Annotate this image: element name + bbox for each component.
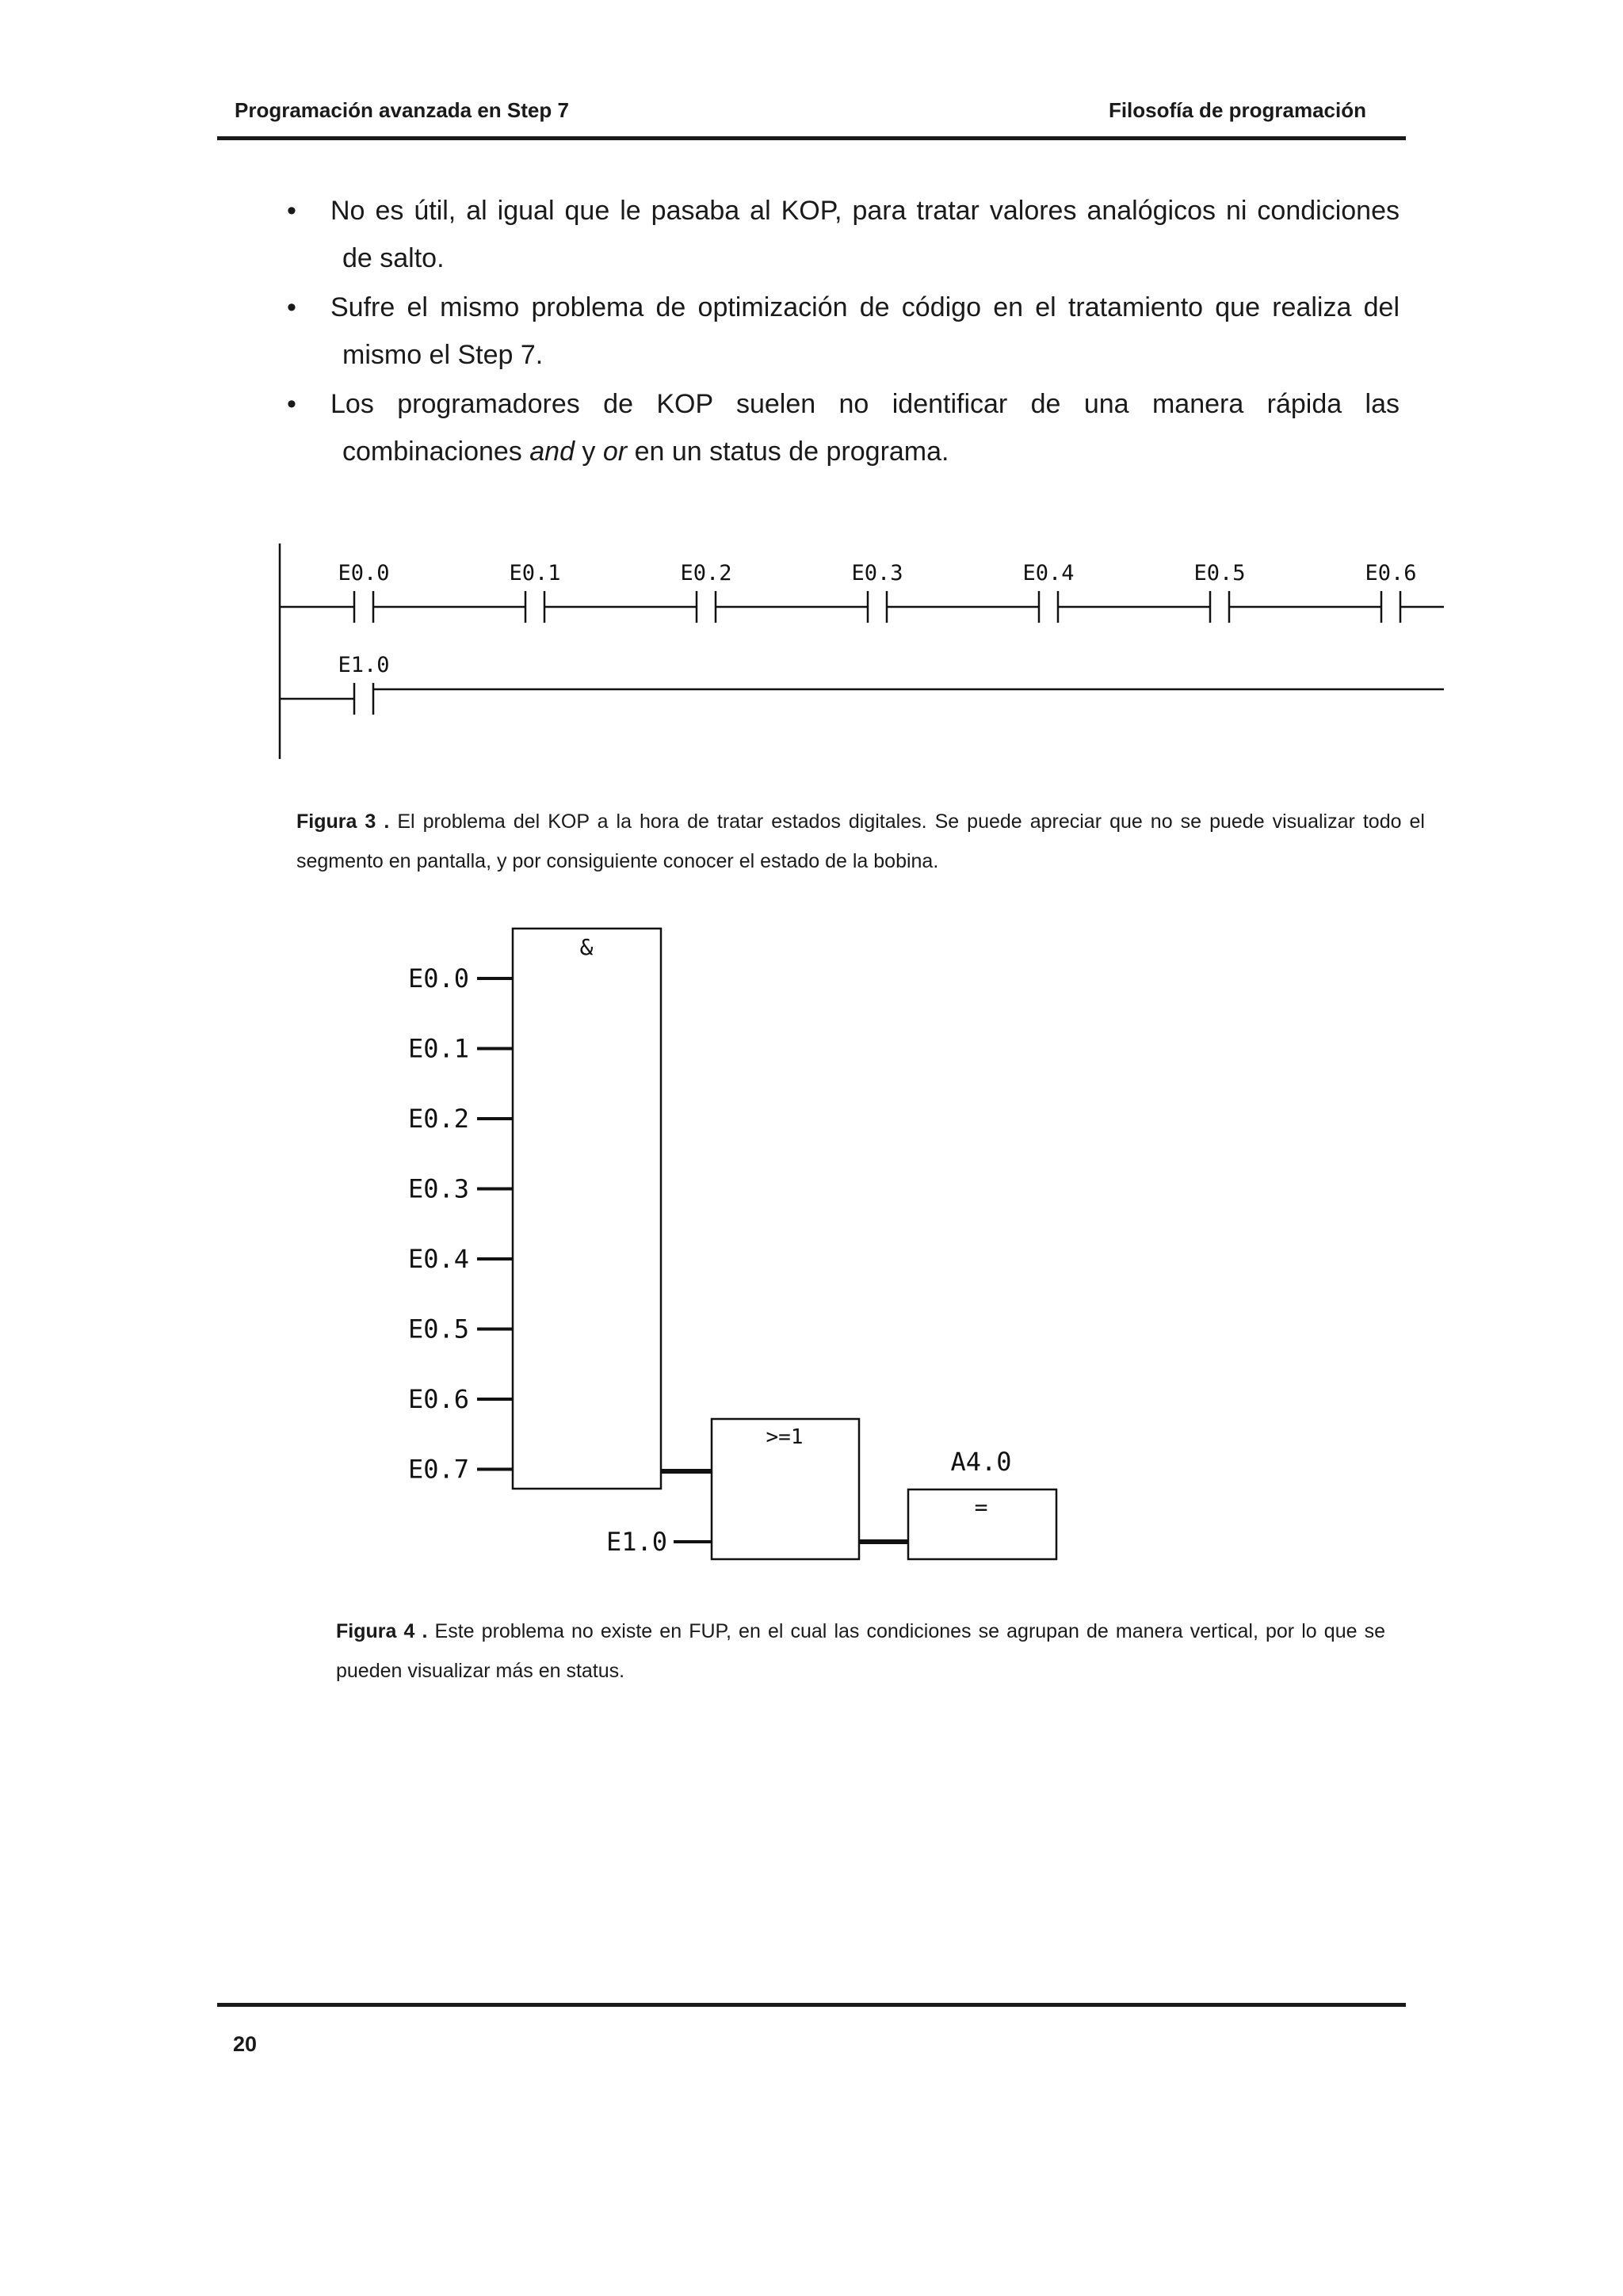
running-header-left: Programación avanzada en Step 7	[235, 98, 569, 122]
and-input-label: E0.6	[407, 1384, 469, 1414]
bullet-text: Sufre el mismo problema de optimización de código en el tratamiento que realiza del	[330, 292, 1400, 322]
running-header-right: Filosofía de programación	[1108, 98, 1366, 122]
contact-label: E0.4	[1022, 561, 1075, 585]
and-input-3	[408, 1174, 513, 1204]
bullet-item	[287, 284, 1400, 379]
figure-3-caption	[296, 802, 1425, 881]
and-input-label: E0.2	[407, 1104, 469, 1134]
bullet-text-cont: mismo el Step 7.	[342, 340, 544, 370]
and-input-0	[408, 963, 513, 994]
and-block	[513, 929, 661, 1489]
kop-rung-1	[280, 561, 1444, 623]
output-label: A4.0	[950, 1447, 1012, 1477]
or-block-label: >=1	[766, 1425, 804, 1449]
figure-3-text: El problema del KOP a la hora de tratar estados digitales. Se puede apreciar que no se puede visualizar todo el segmento en pantalla, y por consiguiente conocer el estado de la bobina.	[296, 810, 1425, 872]
bullet-icon: •	[287, 389, 296, 419]
and-block-inputs	[408, 963, 513, 1485]
contact-4	[1022, 561, 1074, 623]
contact-label: E0.1	[509, 561, 561, 585]
bullet-text-or: or	[602, 437, 628, 467]
bullet-text: Los programadores de KOP suelen no identificar de una manera rápida las	[330, 389, 1400, 419]
fup-diagram	[388, 919, 1070, 1577]
contact-1	[509, 561, 560, 623]
bullet-list	[287, 187, 1400, 477]
and-input-7	[408, 1455, 513, 1485]
contact-label: E0.5	[1193, 561, 1246, 585]
footer-rule	[217, 2003, 1406, 2007]
and-input-label: E0.5	[407, 1314, 469, 1344]
contact-6	[1365, 561, 1416, 623]
contact-0	[338, 561, 389, 623]
and-input-label: E0.7	[407, 1454, 469, 1485]
contact-5	[1193, 561, 1245, 623]
figure-4-caption	[336, 1611, 1385, 1691]
contact-label: E1.0	[338, 653, 390, 677]
bullet-item	[287, 380, 1400, 475]
contact-2	[680, 561, 731, 623]
assign-block-label: =	[974, 1494, 988, 1520]
bullet-text-fragment: en un status de programa.	[627, 437, 949, 467]
bullet-text-cont: de salto.	[342, 243, 445, 273]
and-input-label: E0.3	[407, 1173, 469, 1204]
contact-3	[851, 561, 903, 623]
and-input-6	[408, 1384, 513, 1414]
bullet-text: No es útil, al igual que le pasaba al KOP, para tratar valores analógicos ni condiciones	[330, 196, 1400, 226]
kop-rung-2	[280, 653, 1444, 715]
page-number: 20	[233, 2032, 258, 2056]
bullet-text-fragment: y	[574, 437, 603, 467]
and-input-2	[408, 1104, 513, 1134]
contact-label: E0.3	[851, 561, 903, 585]
kop-ladder-diagram	[269, 540, 1450, 762]
contact-label: E0.2	[680, 561, 732, 585]
figure-4-text: Este problema no existe en FUP, en el cual las condiciones se agrupan de manera vertical, por lo que se pueden visualizar más en status.	[336, 1620, 1385, 1682]
and-input-label: E0.4	[407, 1244, 469, 1274]
and-input-1	[408, 1034, 513, 1064]
or-input-label: E1.0	[605, 1527, 667, 1557]
and-input-label: E0.1	[407, 1033, 469, 1064]
bullet-icon: •	[287, 292, 296, 322]
bullet-text-and: and	[529, 437, 575, 467]
bullet-icon: •	[287, 196, 296, 226]
figure-3-label: Figura 3 .	[296, 810, 390, 833]
contact-label: E0.6	[1365, 561, 1417, 585]
and-input-5	[408, 1314, 513, 1344]
and-block-label: &	[579, 934, 594, 960]
and-input-label: E0.0	[407, 963, 469, 994]
figure-4-label: Figura 4 .	[336, 1620, 428, 1642]
bullet-text-cont	[330, 428, 1400, 475]
bullet-text-fragment: combinaciones	[342, 437, 530, 467]
header-rule	[217, 136, 1406, 140]
bullet-item	[287, 187, 1400, 282]
contact-row2	[338, 653, 389, 715]
contact-label: E0.0	[338, 561, 390, 585]
and-input-4	[408, 1244, 513, 1274]
